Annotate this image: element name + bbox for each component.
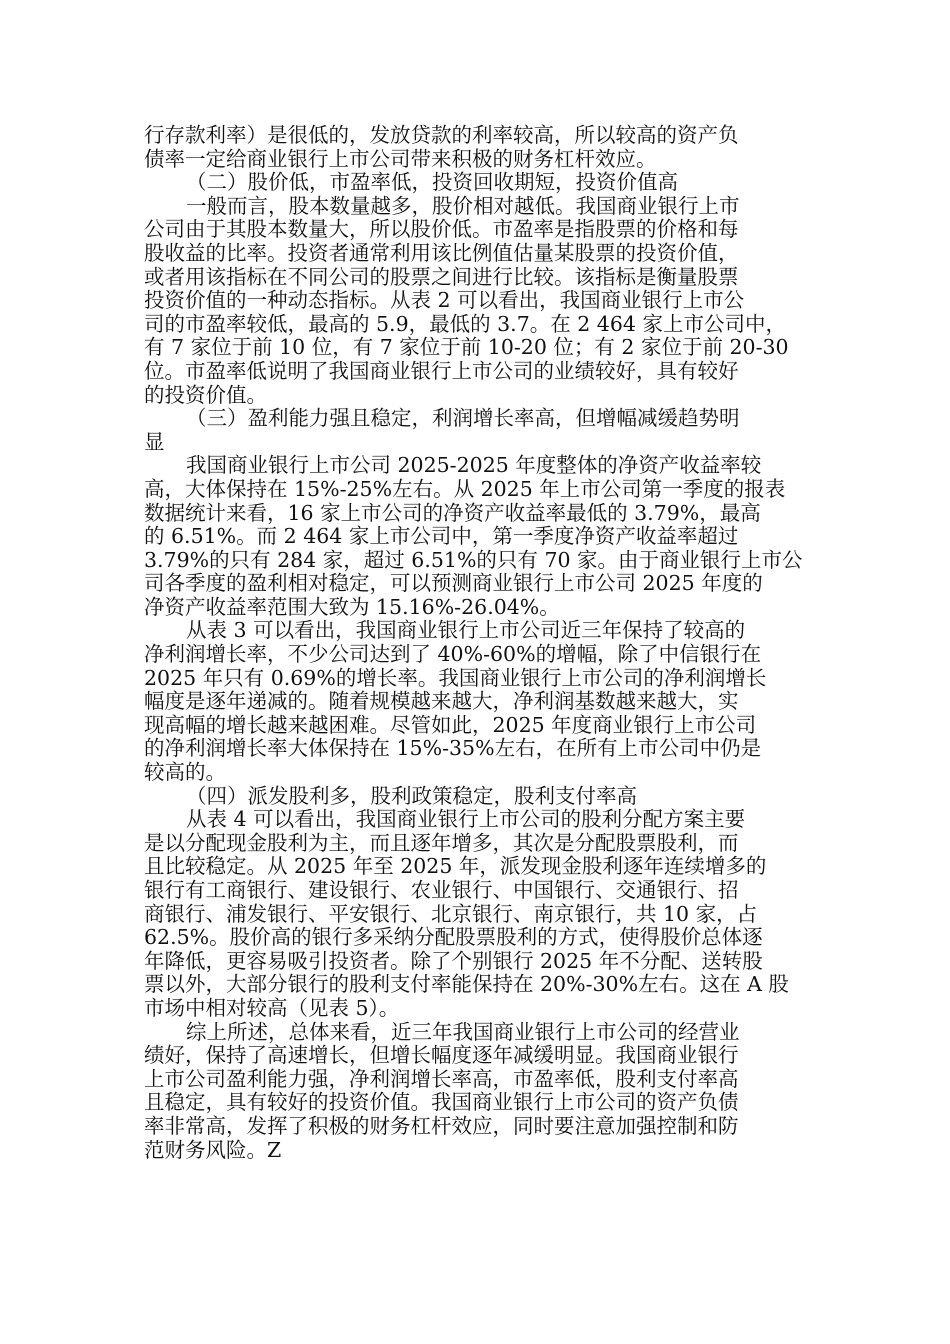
text-line: 是以分配现金股利为主，而且逐年增多，其次是分配股票股利，而 bbox=[144, 830, 739, 855]
text-line: 率非常高，发挥了积极的财务杠杆效应，同时要注意加强控制和防 bbox=[144, 1113, 739, 1138]
text-line: 股收益的比率。投资者通常利用该比例值估量某股票的投资价值， bbox=[144, 240, 739, 265]
text-line: 净资产收益率范围大致为 15.16%-26.04%。 bbox=[144, 594, 560, 619]
text-line: 且稳定，具有较好的投资价值。我国商业银行上市公司的资产负债 bbox=[144, 1090, 739, 1115]
text-line: 市场中相对较高（见表 5）。 bbox=[144, 995, 400, 1020]
section-heading-4: （四）派发股利多，股利政策稳定，股利支付率高 bbox=[186, 783, 637, 808]
section-heading-2: （二）股价低，市盈率低，投资回收期短，投资价值高 bbox=[186, 170, 678, 195]
text-line: 高，大体保持在 15%-25%左右。从 2025 年上市公司第一季度的报表 bbox=[144, 476, 786, 501]
text-line: 有 7 家位于前 10 位，有 7 家位于前 10-20 位；有 2 家位于前 20-30 bbox=[144, 335, 789, 360]
text-line: 现高幅的增长越来越困难。尽管如此，2025 年度商业银行上市公司 bbox=[144, 712, 757, 737]
section-heading-3-cont: 显 bbox=[144, 429, 165, 454]
text-line: 且比较稳定。从 2025 年至 2025 年，派发现金股利逐年连续增多的 bbox=[144, 854, 767, 879]
text-line: 的 6.51%。而 2 464 家上市公司中，第一季度净资产收益率超过 bbox=[144, 524, 739, 549]
text-line: 较高的。 bbox=[144, 760, 226, 785]
text-line: 幅度是逐年递减的。随着规模越来越大，净利润基数越来越大，实 bbox=[144, 689, 739, 714]
text-line: 62.5%。股价高的银行多采纳分配股票股利的方式，使得股价总体逐 bbox=[144, 925, 763, 950]
text-line: 净利润增长率，不少公司达到了 40%-60%的增幅，除了中信银行在 bbox=[144, 642, 762, 667]
text-line: 综上所述，总体来看，近三年我国商业银行上市公司的经营业 bbox=[186, 1019, 740, 1044]
text-line: 3.79%的只有 284 家，超过 6.51%的只有 70 家。由于商业银行上市公 bbox=[144, 547, 803, 572]
text-line: 的净利润增长率大体保持在 15%-35%左右，在所有上市公司中仍是 bbox=[144, 736, 762, 761]
text-line: 银行有工商银行、建设银行、农业银行、中国银行、交通银行、招 bbox=[144, 878, 739, 902]
text-line: 绩好，保持了高速增长，但增长幅度逐年减缓明显。我国商业银行 bbox=[144, 1043, 739, 1068]
text-line: 司各季度的盈利相对稳定，可以预测商业银行上市公司 2025 年度的 bbox=[144, 571, 763, 596]
text-line: 位。市盈率低说明了我国商业银行上市公司的业绩较好，具有较好 bbox=[144, 358, 739, 383]
text-line: 行存款利率）是很低的，发放贷款的利率较高，所以较高的资产负 bbox=[144, 123, 739, 147]
text-line: 范财务风险。Z bbox=[144, 1137, 282, 1162]
text-line: 债率一定给商业银行上市公司带来积极的财务杠杆效应。 bbox=[144, 146, 657, 171]
text-line: 年降低，更容易吸引投资者。除了个别银行 2025 年不分配、送转股 bbox=[144, 948, 763, 973]
text-line: 投资价值的一种动态指标。从表 2 可以看出，我国商业银行上市公 bbox=[144, 288, 745, 313]
text-line: 的投资价值。 bbox=[144, 382, 267, 407]
text-line: 票以外，大部分银行的股利支付率能保持在 20%-30%左右。这在 A 股 bbox=[144, 972, 789, 997]
text-line: 从表 3 可以看出，我国商业银行上市公司近三年保持了较高的 bbox=[186, 618, 746, 643]
text-line: 司的市盈率较低，最高的 5.9，最低的 3.7。在 2 464 家上市公司中， bbox=[144, 311, 786, 336]
text-line: 2025 年只有 0.69%的增长率。我国商业银行上市公司的净利润增长 bbox=[144, 665, 767, 690]
text-line: 或者用该指标在不同公司的股票之间进行比较。该指标是衡量股票 bbox=[144, 264, 739, 289]
text-line: 我国商业银行上市公司 2025-2025 年度整体的净资产收益率较 bbox=[186, 453, 762, 478]
article-body bbox=[144, 124, 810, 1162]
text-line: 数据统计来看，16 家上市公司的净资产收益率最低的 3.79%，最高 bbox=[144, 500, 761, 525]
section-heading-3: （三）盈利能力强且稳定，利润增长率高，但增幅减缓趋势明 bbox=[186, 406, 740, 431]
text-line: 从表 4 可以看出，我国商业银行上市公司的股利分配方案主要 bbox=[186, 807, 746, 832]
text-line: 上市公司盈利能力强，净利润增长率高，市盈率低，股利支付率高 bbox=[144, 1066, 739, 1091]
text-line: 商银行、浦发银行、平安银行、北京银行、南京银行，共 10 家，占 bbox=[144, 901, 758, 926]
text-line: 公司由于其股本数量大，所以股价低。市盈率是指股票的价格和每 bbox=[144, 217, 739, 242]
text-line: 一般而言，股本数量越多，股价相对越低。我国商业银行上市 bbox=[186, 193, 740, 218]
